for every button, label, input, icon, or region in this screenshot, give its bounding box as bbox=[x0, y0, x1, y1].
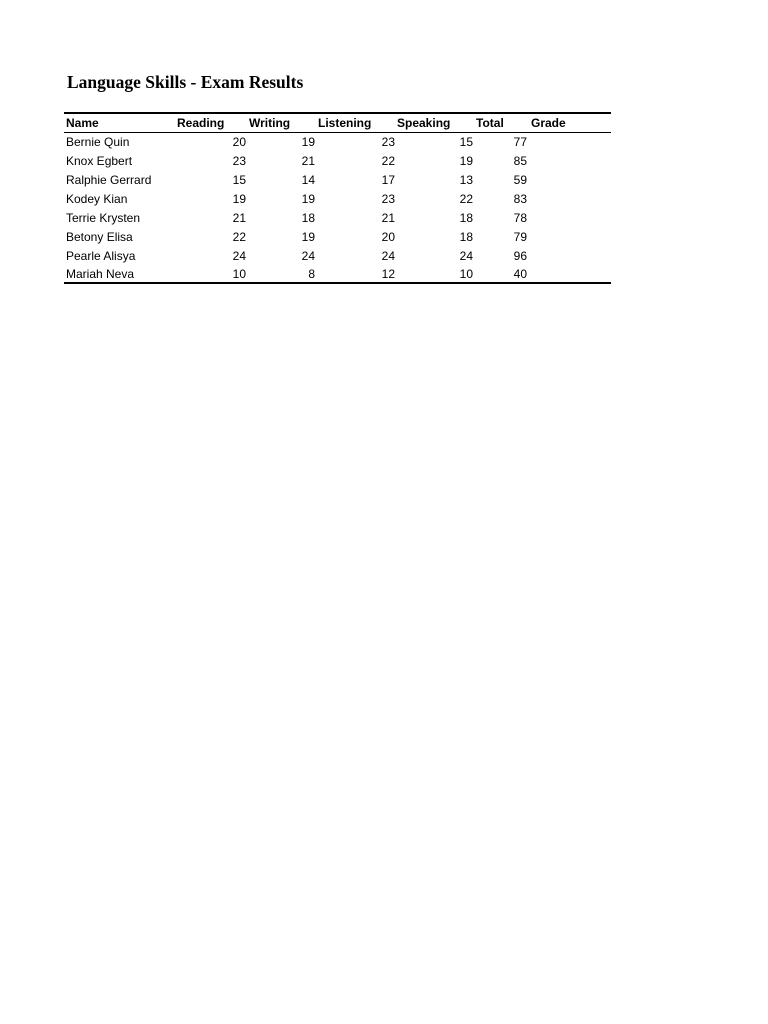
cell-grade bbox=[531, 209, 591, 228]
cell-writing: 19 bbox=[301, 135, 315, 149]
cell-listening: 23 bbox=[381, 192, 395, 206]
cell-writing: 21 bbox=[301, 154, 315, 168]
cell-total: 59 bbox=[513, 173, 527, 187]
cell-listening: 22 bbox=[381, 154, 395, 168]
cell-grade bbox=[531, 247, 591, 266]
cell-total: 77 bbox=[513, 135, 527, 149]
cell-speaking: 18 bbox=[459, 230, 473, 244]
header-grade: Grade bbox=[531, 116, 566, 130]
cell-grade bbox=[531, 133, 591, 152]
page-title: Language Skills - Exam Results bbox=[67, 72, 304, 92]
cell-speaking: 13 bbox=[459, 173, 473, 187]
cell-name: Betony Elisa bbox=[66, 230, 133, 244]
cell-name: Bernie Quin bbox=[66, 135, 130, 149]
header-speaking: Speaking bbox=[397, 116, 451, 130]
cell-reading: 23 bbox=[232, 154, 246, 168]
cell-reading: 21 bbox=[232, 211, 246, 225]
cell-speaking: 10 bbox=[459, 267, 473, 281]
cell-total: 83 bbox=[513, 192, 527, 206]
table-row bbox=[64, 152, 611, 171]
header-total: Total bbox=[476, 116, 504, 130]
cell-listening: 21 bbox=[381, 211, 395, 225]
cell-listening: 17 bbox=[381, 173, 395, 187]
cell-grade bbox=[531, 190, 591, 209]
results-table bbox=[64, 112, 611, 284]
header-reading: Reading bbox=[177, 116, 225, 130]
table-row bbox=[64, 247, 611, 266]
cell-reading: 24 bbox=[232, 249, 246, 263]
cell-speaking: 18 bbox=[459, 211, 473, 225]
table-row bbox=[64, 190, 611, 209]
cell-writing: 18 bbox=[301, 211, 315, 225]
cell-listening: 12 bbox=[381, 267, 395, 281]
cell-reading: 20 bbox=[232, 135, 246, 149]
cell-writing: 14 bbox=[301, 173, 315, 187]
table-row bbox=[64, 265, 611, 284]
cell-total: 79 bbox=[513, 230, 527, 244]
cell-speaking: 24 bbox=[459, 249, 473, 263]
cell-writing: 19 bbox=[301, 192, 315, 206]
cell-reading: 10 bbox=[232, 267, 246, 281]
cell-total: 40 bbox=[513, 267, 527, 281]
table-row bbox=[64, 171, 611, 190]
cell-name: Mariah Neva bbox=[66, 267, 135, 281]
cell-listening: 23 bbox=[381, 135, 395, 149]
cell-name: Kodey Kian bbox=[66, 192, 128, 206]
cell-listening: 24 bbox=[381, 249, 395, 263]
cell-name: Terrie Krysten bbox=[66, 211, 141, 225]
cell-reading: 22 bbox=[232, 230, 246, 244]
cell-writing: 8 bbox=[308, 267, 315, 281]
cell-reading: 19 bbox=[232, 192, 246, 206]
cell-name: Ralphie Gerrard bbox=[66, 173, 152, 187]
cell-name: Knox Egbert bbox=[66, 154, 133, 168]
cell-reading: 15 bbox=[232, 173, 246, 187]
cell-total: 78 bbox=[513, 211, 527, 225]
cell-grade bbox=[531, 152, 591, 171]
cell-total: 96 bbox=[513, 249, 527, 263]
table-header-row bbox=[64, 114, 611, 133]
cell-writing: 19 bbox=[301, 230, 315, 244]
cell-listening: 20 bbox=[381, 230, 395, 244]
cell-speaking: 19 bbox=[459, 154, 473, 168]
table-row bbox=[64, 133, 611, 152]
header-name: Name bbox=[66, 116, 99, 130]
cell-speaking: 15 bbox=[459, 135, 473, 149]
cell-name: Pearle Alisya bbox=[66, 249, 136, 263]
cell-grade bbox=[531, 265, 591, 284]
table-row bbox=[64, 209, 611, 228]
cell-writing: 24 bbox=[301, 249, 315, 263]
cell-grade bbox=[531, 171, 591, 190]
cell-grade bbox=[531, 228, 591, 247]
table-row bbox=[64, 228, 611, 247]
header-writing: Writing bbox=[249, 116, 291, 130]
header-listening: Listening bbox=[318, 116, 372, 130]
cell-total: 85 bbox=[513, 154, 527, 168]
cell-speaking: 22 bbox=[459, 192, 473, 206]
